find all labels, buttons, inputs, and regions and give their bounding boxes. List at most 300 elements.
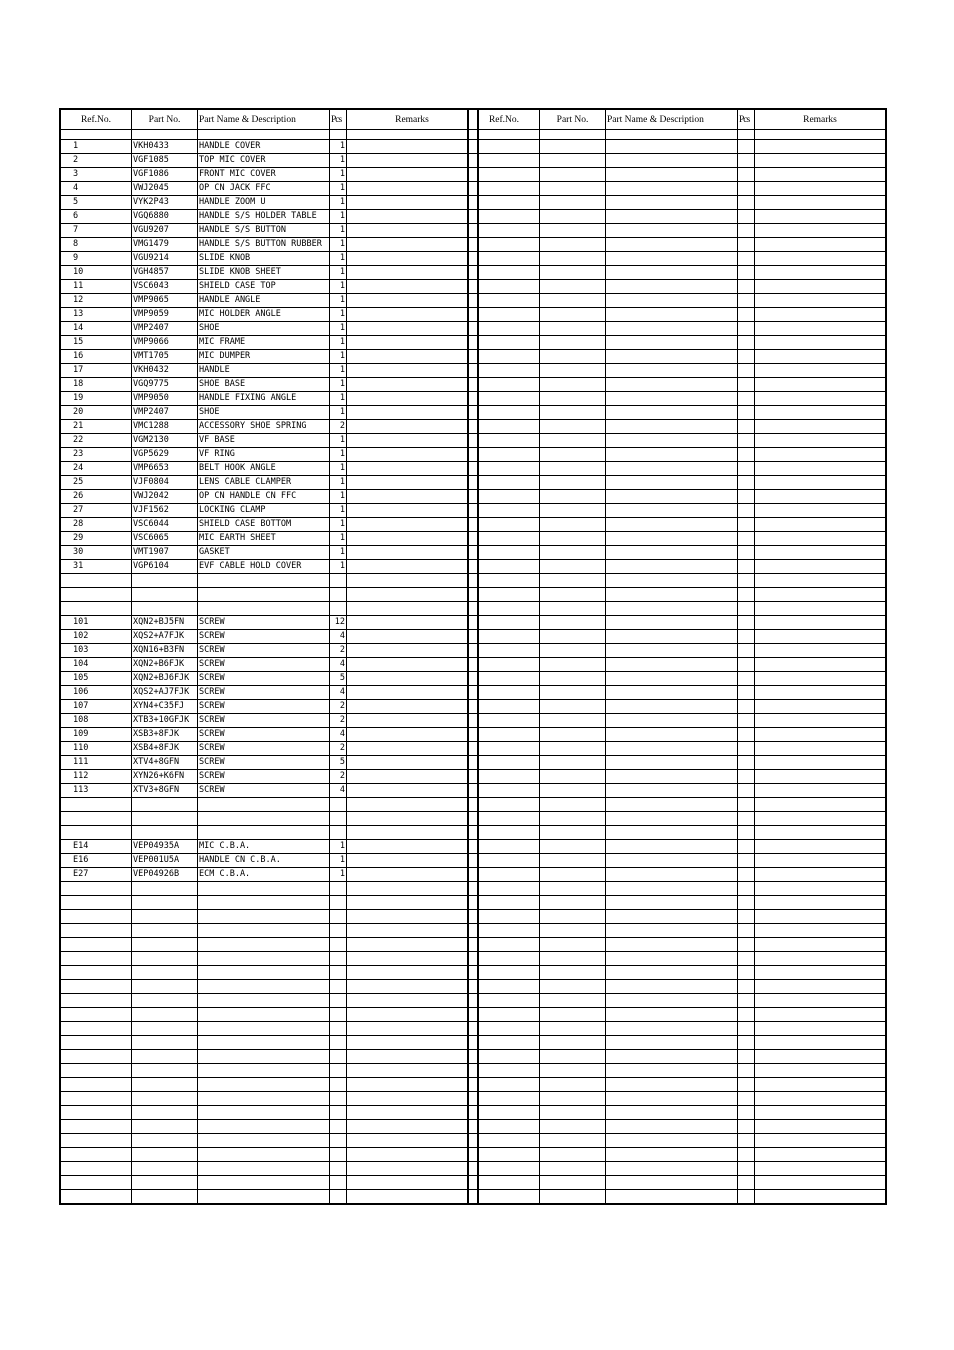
part-name-cell: SCREW <box>198 756 330 770</box>
ref-no-header: Ref.No. <box>468 109 540 130</box>
remarks-cell <box>347 938 479 952</box>
remarks-cell <box>347 672 479 686</box>
remarks-cell <box>347 350 479 364</box>
part-name-cell: SCREW <box>198 714 330 728</box>
part-name-cell <box>606 1050 738 1064</box>
pcs-cell <box>738 196 755 210</box>
part-no-cell: VMT1907 <box>132 546 198 560</box>
ref-no-cell: 21 <box>60 420 132 434</box>
table-row <box>60 910 478 924</box>
part-no-cell: VWJ2045 <box>132 182 198 196</box>
part-no-cell <box>540 784 606 798</box>
remarks-cell <box>755 560 887 574</box>
part-no-cell <box>540 1162 606 1176</box>
remarks-cell <box>755 546 887 560</box>
pcs-cell <box>738 994 755 1008</box>
remarks-cell <box>347 770 479 784</box>
ref-no-cell <box>60 1092 132 1106</box>
pcs-cell <box>738 924 755 938</box>
remarks-cell <box>755 462 887 476</box>
part-no-cell <box>540 1036 606 1050</box>
part-name-cell <box>606 700 738 714</box>
remarks-cell <box>755 798 887 812</box>
part-no-cell <box>540 770 606 784</box>
remarks-cell <box>347 756 479 770</box>
table-row <box>60 210 478 224</box>
table-row <box>468 672 886 686</box>
part-no-cell <box>540 882 606 896</box>
ref-no-cell <box>468 504 540 518</box>
part-no-cell <box>540 462 606 476</box>
part-no-cell <box>540 826 606 840</box>
pcs-cell <box>330 826 347 840</box>
remarks-cell <box>755 1190 887 1205</box>
table-row <box>60 518 478 532</box>
part-no-cell <box>540 1008 606 1022</box>
pcs-cell: 1 <box>330 266 347 280</box>
part-no-cell: VMP9059 <box>132 308 198 322</box>
part-name-cell <box>606 728 738 742</box>
part-no-cell: VGU9214 <box>132 252 198 266</box>
pcs-cell: 1 <box>330 406 347 420</box>
part-name-cell <box>606 896 738 910</box>
table-row <box>468 1162 886 1176</box>
remarks-cell <box>347 784 479 798</box>
pcs-cell <box>738 868 755 882</box>
remarks-cell <box>347 406 479 420</box>
table-row <box>60 532 478 546</box>
table-row <box>468 714 886 728</box>
remarks-cell <box>755 168 887 182</box>
part-name-cell: SCREW <box>198 644 330 658</box>
pcs-cell: 2 <box>330 700 347 714</box>
remarks-cell <box>347 266 479 280</box>
ref-no-cell: 108 <box>60 714 132 728</box>
ref-no-cell <box>468 448 540 462</box>
pcs-cell <box>738 616 755 630</box>
ref-no-cell <box>468 476 540 490</box>
remarks-cell <box>347 1036 479 1050</box>
part-no-cell <box>540 980 606 994</box>
remarks-cell <box>755 1078 887 1092</box>
part-name-cell: HANDLE FIXING ANGLE <box>198 392 330 406</box>
table-row <box>60 1134 478 1148</box>
ref-no-cell: 12 <box>60 294 132 308</box>
part-name-cell <box>198 1106 330 1120</box>
part-name-cell: ACCESSORY SHOE SPRING <box>198 420 330 434</box>
part-no-cell <box>132 1176 198 1190</box>
pcs-cell <box>738 560 755 574</box>
ref-no-cell <box>468 952 540 966</box>
part-no-cell <box>132 602 198 616</box>
remarks-cell <box>755 756 887 770</box>
pcs-cell <box>738 770 755 784</box>
part-name-cell <box>606 1134 738 1148</box>
part-no-cell: VGF1086 <box>132 168 198 182</box>
part-no-cell: XQN2+BJ5FN <box>132 616 198 630</box>
part-no-cell <box>540 546 606 560</box>
ref-no-cell <box>468 406 540 420</box>
table-row <box>468 756 886 770</box>
part-name-cell <box>606 308 738 322</box>
part-name-cell <box>198 1120 330 1134</box>
table-row <box>60 546 478 560</box>
ref-no-cell: 22 <box>60 434 132 448</box>
table-row <box>468 994 886 1008</box>
table-row <box>468 532 886 546</box>
part-no-cell <box>540 1176 606 1190</box>
part-name-cell <box>606 588 738 602</box>
part-no-cell <box>132 1134 198 1148</box>
table-row <box>60 252 478 266</box>
pcs-cell <box>330 1008 347 1022</box>
remarks-cell <box>755 532 887 546</box>
ref-no-cell <box>60 1022 132 1036</box>
remarks-cell <box>755 182 887 196</box>
part-no-cell <box>132 966 198 980</box>
pcs-cell: 1 <box>330 518 347 532</box>
table-row <box>468 700 886 714</box>
table-row <box>60 1190 478 1205</box>
ref-no-cell: 104 <box>60 658 132 672</box>
ref-no-cell: 101 <box>60 616 132 630</box>
pcs-cell <box>738 238 755 252</box>
ref-no-cell <box>60 826 132 840</box>
remarks-cell <box>755 896 887 910</box>
ref-no-cell <box>468 1078 540 1092</box>
part-no-cell: VGH4857 <box>132 266 198 280</box>
pcs-cell <box>330 1106 347 1120</box>
table-row <box>468 378 886 392</box>
table-row <box>60 644 478 658</box>
part-name-cell <box>198 1162 330 1176</box>
remarks-cell <box>755 854 887 868</box>
pcs-cell <box>330 1078 347 1092</box>
ref-no-cell: 15 <box>60 336 132 350</box>
pcs-cell <box>330 882 347 896</box>
ref-no-cell <box>468 1050 540 1064</box>
table-row <box>468 1050 886 1064</box>
table-row <box>60 1176 478 1190</box>
part-name-cell <box>606 574 738 588</box>
part-no-cell: VJF1562 <box>132 504 198 518</box>
remarks-cell <box>347 336 479 350</box>
pcs-cell <box>738 308 755 322</box>
part-no-cell <box>540 924 606 938</box>
pcs-cell <box>330 1190 347 1205</box>
pcs-cell: 1 <box>330 238 347 252</box>
table-row <box>468 826 886 840</box>
ref-no-cell: 30 <box>60 546 132 560</box>
pcs-cell <box>738 406 755 420</box>
table-row <box>60 938 478 952</box>
ref-no-cell <box>468 630 540 644</box>
ref-no-cell: 20 <box>60 406 132 420</box>
part-no-cell: VMP2407 <box>132 406 198 420</box>
ref-no-cell: 24 <box>60 462 132 476</box>
table-row <box>468 952 886 966</box>
part-no-cell <box>540 560 606 574</box>
part-name-cell <box>606 294 738 308</box>
remarks-cell <box>347 910 479 924</box>
part-name-cell <box>606 840 738 854</box>
table-row <box>60 504 478 518</box>
pcs-cell <box>738 350 755 364</box>
ref-no-cell <box>468 336 540 350</box>
table-row <box>468 504 886 518</box>
part-no-cell <box>540 938 606 952</box>
part-name-cell <box>606 770 738 784</box>
pcs-cell <box>738 532 755 546</box>
part-name-cell <box>606 252 738 266</box>
remarks-cell <box>755 1134 887 1148</box>
table-row <box>60 322 478 336</box>
table-row <box>468 588 886 602</box>
part-no-cell <box>540 140 606 154</box>
table-row <box>60 434 478 448</box>
pcs-cell <box>738 546 755 560</box>
remarks-cell <box>755 238 887 252</box>
table-row <box>468 924 886 938</box>
ref-no-cell <box>468 644 540 658</box>
part-name-cell <box>606 1064 738 1078</box>
part-no-cell <box>540 294 606 308</box>
pcs-cell <box>330 574 347 588</box>
part-no-cell <box>540 756 606 770</box>
pcs-cell <box>738 462 755 476</box>
remarks-cell <box>755 210 887 224</box>
part-name-cell <box>606 168 738 182</box>
ref-no-cell <box>60 1162 132 1176</box>
table-row <box>60 616 478 630</box>
part-name-cell <box>606 378 738 392</box>
part-name-cell: HANDLE <box>198 364 330 378</box>
part-name-cell: SHIELD CASE BOTTOM <box>198 518 330 532</box>
pcs-cell <box>738 280 755 294</box>
remarks-cell <box>347 476 479 490</box>
ref-no-cell <box>468 518 540 532</box>
pcs-cell <box>738 1190 755 1205</box>
ref-no-cell <box>468 658 540 672</box>
part-name-cell: SCREW <box>198 700 330 714</box>
part-no-cell <box>540 868 606 882</box>
remarks-cell <box>755 294 887 308</box>
ref-no-cell: 18 <box>60 378 132 392</box>
table-row <box>60 980 478 994</box>
table-row <box>468 490 886 504</box>
part-no-cell <box>132 798 198 812</box>
remarks-cell <box>755 686 887 700</box>
pcs-cell <box>738 896 755 910</box>
part-no-cell: VGM2130 <box>132 434 198 448</box>
part-name-cell: HANDLE S/S BUTTON <box>198 224 330 238</box>
pcs-cell <box>738 658 755 672</box>
table-row <box>468 1134 886 1148</box>
remarks-cell <box>755 308 887 322</box>
part-name-cell <box>606 826 738 840</box>
pcs-cell <box>330 924 347 938</box>
part-no-cell <box>540 252 606 266</box>
remarks-cell <box>347 1050 479 1064</box>
remarks-cell <box>347 1106 479 1120</box>
remarks-cell <box>347 700 479 714</box>
part-no-cell <box>540 1106 606 1120</box>
part-name-cell <box>606 994 738 1008</box>
pcs-cell <box>330 1022 347 1036</box>
pcs-cell: 1 <box>330 336 347 350</box>
ref-no-cell <box>60 966 132 980</box>
table-row <box>60 1106 478 1120</box>
pcs-cell <box>738 420 755 434</box>
part-no-cell <box>132 910 198 924</box>
part-name-cell: SHOE <box>198 406 330 420</box>
remarks-cell <box>347 154 479 168</box>
remarks-cell <box>347 280 479 294</box>
table-row <box>468 1092 886 1106</box>
table-row <box>468 1064 886 1078</box>
part-name-cell: MIC FRAME <box>198 336 330 350</box>
remarks-cell <box>755 882 887 896</box>
pcs-cell <box>330 1050 347 1064</box>
ref-no-cell <box>468 546 540 560</box>
pcs-cell <box>738 882 755 896</box>
table-row <box>468 364 886 378</box>
table-row <box>60 448 478 462</box>
part-no-cell <box>132 896 198 910</box>
table-row <box>468 616 886 630</box>
remarks-cell <box>755 812 887 826</box>
remarks-cell <box>755 840 887 854</box>
ref-no-cell: 14 <box>60 322 132 336</box>
table-row <box>60 966 478 980</box>
pcs-cell: 12 <box>330 616 347 630</box>
part-no-cell <box>540 700 606 714</box>
part-no-cell <box>540 196 606 210</box>
part-no-cell <box>132 938 198 952</box>
ref-no-cell: 8 <box>60 238 132 252</box>
ref-no-cell: 13 <box>60 308 132 322</box>
pcs-cell <box>330 1176 347 1190</box>
remarks-cell <box>755 350 887 364</box>
ref-no-cell <box>468 742 540 756</box>
part-name-cell <box>606 966 738 980</box>
table-row <box>60 812 478 826</box>
part-no-cell <box>132 1162 198 1176</box>
part-name-cell <box>198 1050 330 1064</box>
table-row <box>60 1008 478 1022</box>
pcs-cell: 1 <box>330 294 347 308</box>
table-row <box>468 574 886 588</box>
table-row <box>60 1148 478 1162</box>
part-name-cell: SCREW <box>198 658 330 672</box>
pcs-cell: 1 <box>330 140 347 154</box>
ref-no-cell <box>468 770 540 784</box>
ref-no-cell <box>468 980 540 994</box>
pcs-cell <box>738 1064 755 1078</box>
pcs-cell: 1 <box>330 532 347 546</box>
part-name-cell <box>198 980 330 994</box>
remarks-cell <box>347 532 479 546</box>
ref-no-cell: 7 <box>60 224 132 238</box>
table-row <box>468 434 886 448</box>
pcs-cell: 1 <box>330 504 347 518</box>
part-name-cell <box>198 1008 330 1022</box>
part-no-cell <box>132 588 198 602</box>
pcs-cell <box>738 854 755 868</box>
remarks-header: Remarks <box>347 109 479 130</box>
part-name-cell: HANDLE ANGLE <box>198 294 330 308</box>
part-name-cell <box>606 938 738 952</box>
part-no-cell: VMG1479 <box>132 238 198 252</box>
part-no-cell <box>132 882 198 896</box>
pcs-cell: 1 <box>330 490 347 504</box>
part-name-cell <box>606 686 738 700</box>
table-row <box>60 882 478 896</box>
pcs-cell: 1 <box>330 210 347 224</box>
table-row <box>468 742 886 756</box>
table-row <box>60 140 478 154</box>
remarks-cell <box>755 364 887 378</box>
part-no-cell <box>132 1092 198 1106</box>
part-no-cell <box>540 238 606 252</box>
ref-no-cell: 19 <box>60 392 132 406</box>
table-row <box>468 308 886 322</box>
part-no-cell: VJF0804 <box>132 476 198 490</box>
pcs-cell: 1 <box>330 560 347 574</box>
ref-no-cell <box>468 574 540 588</box>
remarks-cell <box>755 322 887 336</box>
pcs-cell <box>330 1134 347 1148</box>
ref-no-cell <box>468 854 540 868</box>
ref-no-cell <box>468 210 540 224</box>
table-row <box>60 714 478 728</box>
part-name-cell: HANDLE S/S HOLDER TABLE <box>198 210 330 224</box>
remarks-cell <box>347 448 479 462</box>
remarks-cell <box>347 1162 479 1176</box>
ref-no-cell <box>60 1078 132 1092</box>
remarks-cell <box>347 714 479 728</box>
pcs-cell: 5 <box>330 756 347 770</box>
table-row <box>60 224 478 238</box>
pcs-cell <box>330 1162 347 1176</box>
part-name-cell <box>606 336 738 350</box>
remarks-cell <box>755 728 887 742</box>
part-no-cell: VSC6043 <box>132 280 198 294</box>
table-row <box>468 840 886 854</box>
pcs-cell <box>738 602 755 616</box>
table-row <box>60 1092 478 1106</box>
table-row <box>468 630 886 644</box>
remarks-cell <box>347 840 479 854</box>
remarks-cell <box>755 476 887 490</box>
table-row <box>468 1036 886 1050</box>
part-name-cell: VF RING <box>198 448 330 462</box>
ref-no-cell <box>468 714 540 728</box>
part-name-cell <box>606 1120 738 1134</box>
ref-no-cell <box>60 1176 132 1190</box>
part-name-cell <box>606 560 738 574</box>
table-row <box>468 1120 886 1134</box>
part-no-cell <box>132 1148 198 1162</box>
part-name-cell <box>198 812 330 826</box>
pcs-cell <box>738 140 755 154</box>
part-name-cell: EVF CABLE HOLD COVER <box>198 560 330 574</box>
part-name-cell <box>198 1176 330 1190</box>
remarks-cell <box>347 630 479 644</box>
part-no-cell: XQN2+B6FJK <box>132 658 198 672</box>
part-name-cell <box>198 966 330 980</box>
remarks-cell <box>347 1092 479 1106</box>
